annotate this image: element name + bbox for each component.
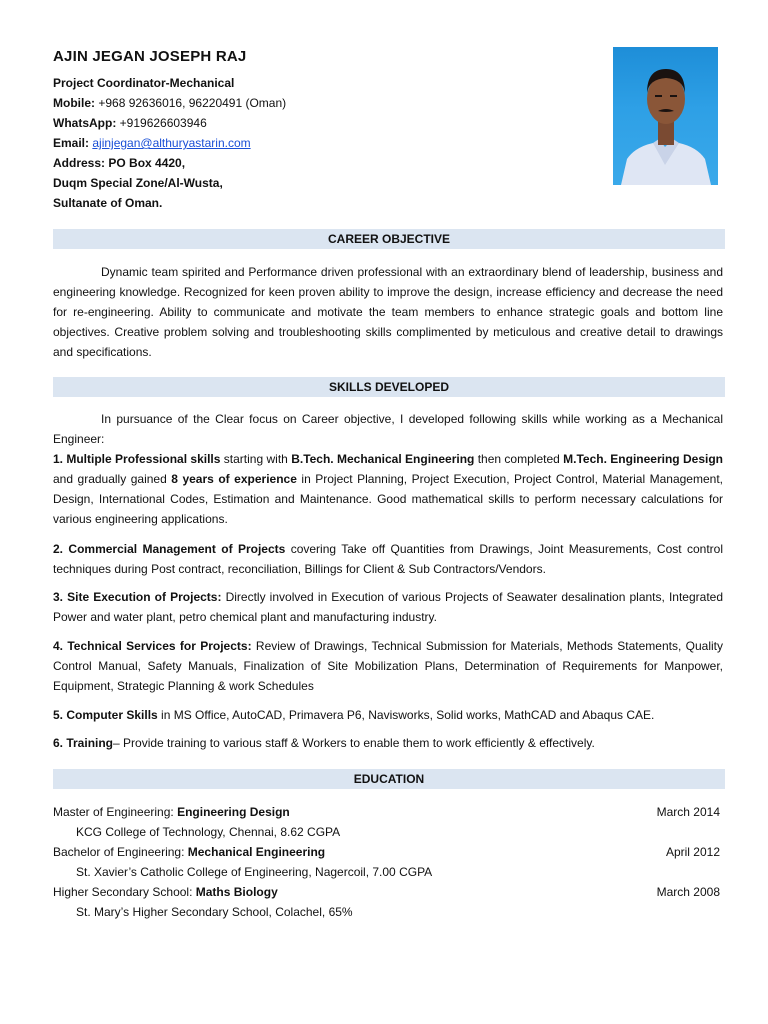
education-field: Maths Biology: [195, 885, 278, 899]
profile-photo: [613, 47, 718, 185]
address-line-2: Duqm Special Zone/Al-Wusta,: [53, 176, 223, 190]
education-entry: [53, 842, 720, 862]
education-entry: [53, 802, 720, 822]
skill-item-1: [53, 449, 723, 529]
education-school: St. Xavier’s Catholic College of Engineering, Nagercoil, 7.00 CGPA: [76, 865, 433, 879]
skill-1-heading: 1. Multiple Professional skills: [53, 452, 221, 466]
skill-6-text: – Provide training to various staff & Workers to enable them to work efficiently & effectively.: [113, 736, 595, 750]
skill-4-text: Review of Drawings, Technical Submission for Materials, Methods Statements, Quality Control Manual, Safety Manuals, Finalization of Site Mobilization Plans, Determination of Requirements for Manpower, Equipment, Strategic Planning & work Schedules: [53, 639, 723, 693]
skills-intro: In pursuance of the Clear focus on Career objective, I developed following skills while working as a Mechanical Engineer:: [53, 412, 723, 446]
contact-block: [53, 73, 286, 213]
mobile-label: Mobile:: [53, 96, 95, 110]
skill-3-text: Directly involved in Execution of various Projects of Seawater desalination plants, Integrated Power and water plant, petro chemical plant and manufacturing industry.: [53, 590, 724, 624]
skill-1-text-a: starting with: [220, 452, 292, 466]
skill-6-heading: 6. Training: [53, 736, 114, 750]
skill-5-text: in MS Office, AutoCAD, Primavera P6, Navisworks, Solid works, MathCAD and Abaqus CAE.: [157, 708, 655, 722]
candidate-name: AJIN JEGAN JOSEPH RAJ: [53, 48, 247, 65]
section-skills-developed: SKILLS DEVELOPED: [53, 377, 725, 397]
address-line: [53, 153, 286, 173]
education-date: April 2012: [665, 845, 720, 859]
skill-3-heading: 3. Site Execution of Projects:: [53, 590, 222, 604]
whatsapp-line: [53, 113, 286, 133]
skill-item-2: [53, 539, 723, 579]
education-school: KCG College of Technology, Chennai, 8.62 CGPA: [76, 825, 341, 839]
person-portrait-icon: [613, 47, 718, 185]
education-date: March 2014: [656, 805, 720, 819]
email-link[interactable]: ajinjegan@althuryastarin.com: [92, 136, 251, 150]
mobile-value: +968 92636016, 96220491 (Oman): [95, 96, 287, 110]
whatsapp-value: +919626603946: [116, 116, 207, 130]
education-date: March 2008: [656, 885, 720, 899]
email-line: [53, 133, 286, 153]
section-career-objective: CAREER OBJECTIVE: [53, 229, 725, 249]
career-objective-text: Dynamic team spirited and Performance driven professional with an extraordinary blend of leadership, business and engineering knowledge. Recognized for keen proven ability to improve the design, increase efficiency and decrease the need for re-engineering. Ability to communicate and motivate the team members to enhance strategic goals and bottom line objectives. Creative problem solving and troubleshooting skills complimented by meticulous and creative detail to drawings and specifications.: [53, 265, 723, 359]
education-school: St. Mary’s Higher Secondary School, Colachel, 65%: [76, 905, 353, 919]
skill-1-text-c: and gradually gained: [53, 472, 172, 486]
skill-4-heading: 4. Technical Services for Projects:: [53, 639, 252, 653]
education-field: Mechanical Engineering: [187, 845, 326, 859]
skill-item-4: [53, 636, 723, 696]
email-label: Email:: [53, 136, 90, 150]
education-field: Engineering Design: [177, 805, 290, 819]
job-title: Project Coordinator-Mechanical: [53, 76, 235, 90]
education-degree: Higher Secondary School:: [53, 885, 196, 899]
skill-2-text: covering Take off Quantities from Drawings, Joint Measurements, Cost control techniques during Post contract, reconciliation, Billings for Client & Sub Contractors/Vendors.: [53, 542, 723, 576]
skill-1-mtech: M.Tech. Engineering Design: [563, 452, 723, 466]
address-line-3: Sultanate of Oman.: [53, 196, 163, 210]
education-degree: Bachelor of Engineering:: [53, 845, 188, 859]
skill-1-btech: B.Tech. Mechanical Engineering: [291, 452, 475, 466]
skill-5-heading: 5. Computer Skills: [53, 708, 158, 722]
skill-item-6: [53, 733, 723, 753]
section-education: EDUCATION: [53, 769, 725, 789]
address-label: Address:: [53, 156, 106, 170]
skill-item-5: [53, 705, 723, 725]
skill-2-heading: 2. Commercial Management of Projects: [53, 542, 286, 556]
mobile-line: [53, 93, 286, 113]
education-entry: [53, 882, 720, 902]
whatsapp-label: WhatsApp:: [53, 116, 117, 130]
education-degree: Master of Engineering:: [53, 805, 178, 819]
skill-1-text-d: in Project Planning, Project Execution, Project Control, Material Management, Design, International Codes, Estimation and Maintenance. Good mathematical skills to perform necessary calculations for various engineering applications.: [53, 472, 723, 526]
skill-1-experience: 8 years of experience: [171, 472, 297, 486]
address-line-1: PO Box 4420,: [105, 156, 186, 170]
skill-item-3: [53, 587, 723, 627]
skill-1-text-b: then completed: [474, 452, 564, 466]
